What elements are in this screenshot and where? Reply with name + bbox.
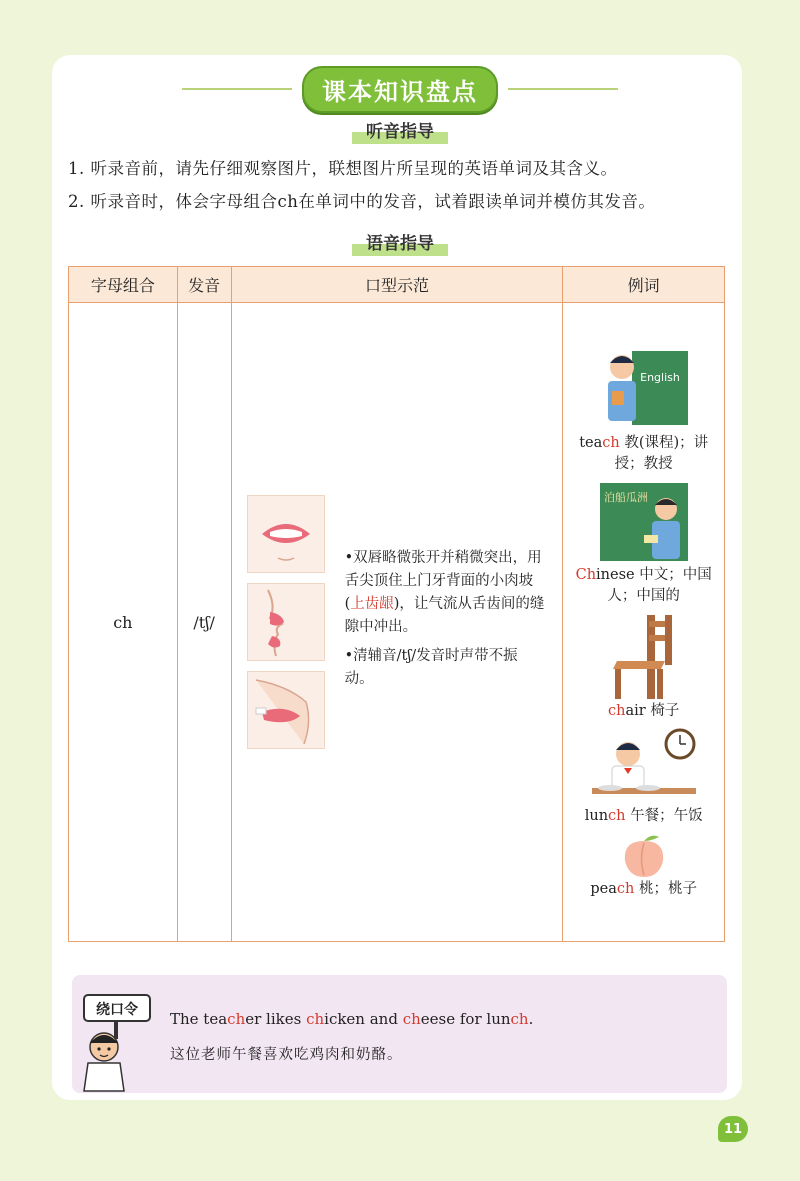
mouth-side-image: [247, 583, 325, 661]
example-lunch: lunch 午餐；午饭: [564, 726, 723, 827]
tongue-twister-zh: 这位老师午餐喜欢吃鸡肉和奶酪。: [170, 1047, 403, 1063]
teacher-chinese-image: [596, 479, 692, 565]
tongue-twister-text: icken and: [324, 1010, 403, 1028]
letters-cell: ch: [69, 303, 178, 942]
lunch-image: [588, 726, 700, 806]
board-text: English: [639, 370, 680, 384]
header-mouth: 口型示范: [231, 267, 563, 303]
table-header-row: [69, 267, 725, 303]
tongue-twister-mascot: [68, 983, 160, 1093]
example-peach: peach 桃；桃子: [564, 831, 723, 900]
note-highlight: 上齿龈: [350, 596, 394, 612]
chair-image: [609, 611, 679, 701]
mouth-notes: [345, 547, 545, 697]
tongue-twister-box: [72, 975, 727, 1093]
tongue-twister-highlight: ch: [306, 1010, 325, 1028]
peach-image: [617, 831, 671, 879]
mouth-cell: [231, 303, 563, 942]
mouth-note-1: •双唇略微张开并稍微突出，用舌尖顶住上门牙背面的小肉坡(上齿龈)，让气流从舌齿间的缝隙中冲出。: [344, 550, 545, 635]
listen-instruction-1: 1. 听录音前，请先仔细观察图片，联想图片所呈现的英语单词及其含义。: [68, 159, 618, 178]
mouth-images: [247, 495, 325, 749]
tongue-twister-text: er likes: [245, 1010, 307, 1028]
phonics-table: [68, 266, 725, 942]
tongue-twister-text: eese for lun: [420, 1010, 511, 1028]
tongue-twister-highlight: ch: [402, 1010, 421, 1028]
listen-instruction-2: 2. 听录音时，体会字母组合ch在单词中的发音，试着跟读单词并模仿其发音。: [68, 192, 656, 211]
title-line-right: [508, 88, 618, 90]
title-line-left: [182, 88, 292, 90]
tongue-twister-highlight: ch: [227, 1010, 246, 1028]
tongue-twister-badge: 绕口令: [96, 1002, 138, 1018]
example-chinese: 泊船瓜洲 Chinese 中文；中国人；中国的: [564, 479, 723, 607]
mouth-section-image: [247, 671, 325, 749]
header-examples: 例词: [563, 267, 725, 303]
tongue-twister-highlight: ch: [510, 1010, 529, 1028]
example-chair: chair 椅子: [564, 611, 723, 722]
tongue-twister-text: The tea: [170, 1010, 228, 1028]
teacher-english-image: [598, 345, 690, 433]
examples-cell: [563, 303, 725, 942]
table-row: [69, 303, 725, 942]
listen-heading: 听音指导: [0, 117, 800, 144]
section-title: 课本知识盘点: [302, 66, 498, 113]
sound-cell: /tʃ/: [177, 303, 231, 942]
tongue-twister-en: [170, 1010, 533, 1028]
tongue-twister-text: .: [528, 1010, 534, 1028]
page-number: 11: [718, 1116, 748, 1142]
mouth-front-image: [247, 495, 325, 573]
header-letters: 字母组合: [69, 267, 178, 303]
example-teach: English teach 教(课程)；讲授；教授: [564, 345, 723, 475]
phonics-heading: 语音指导: [0, 229, 800, 256]
section-header: [0, 70, 800, 108]
mouth-demo: [233, 495, 562, 749]
mouth-note-2: •清辅音/tʃ/发音时声带不振动。: [344, 648, 518, 687]
board2-text: 泊船瓜洲: [603, 490, 648, 504]
header-sound: 发音: [177, 267, 231, 303]
